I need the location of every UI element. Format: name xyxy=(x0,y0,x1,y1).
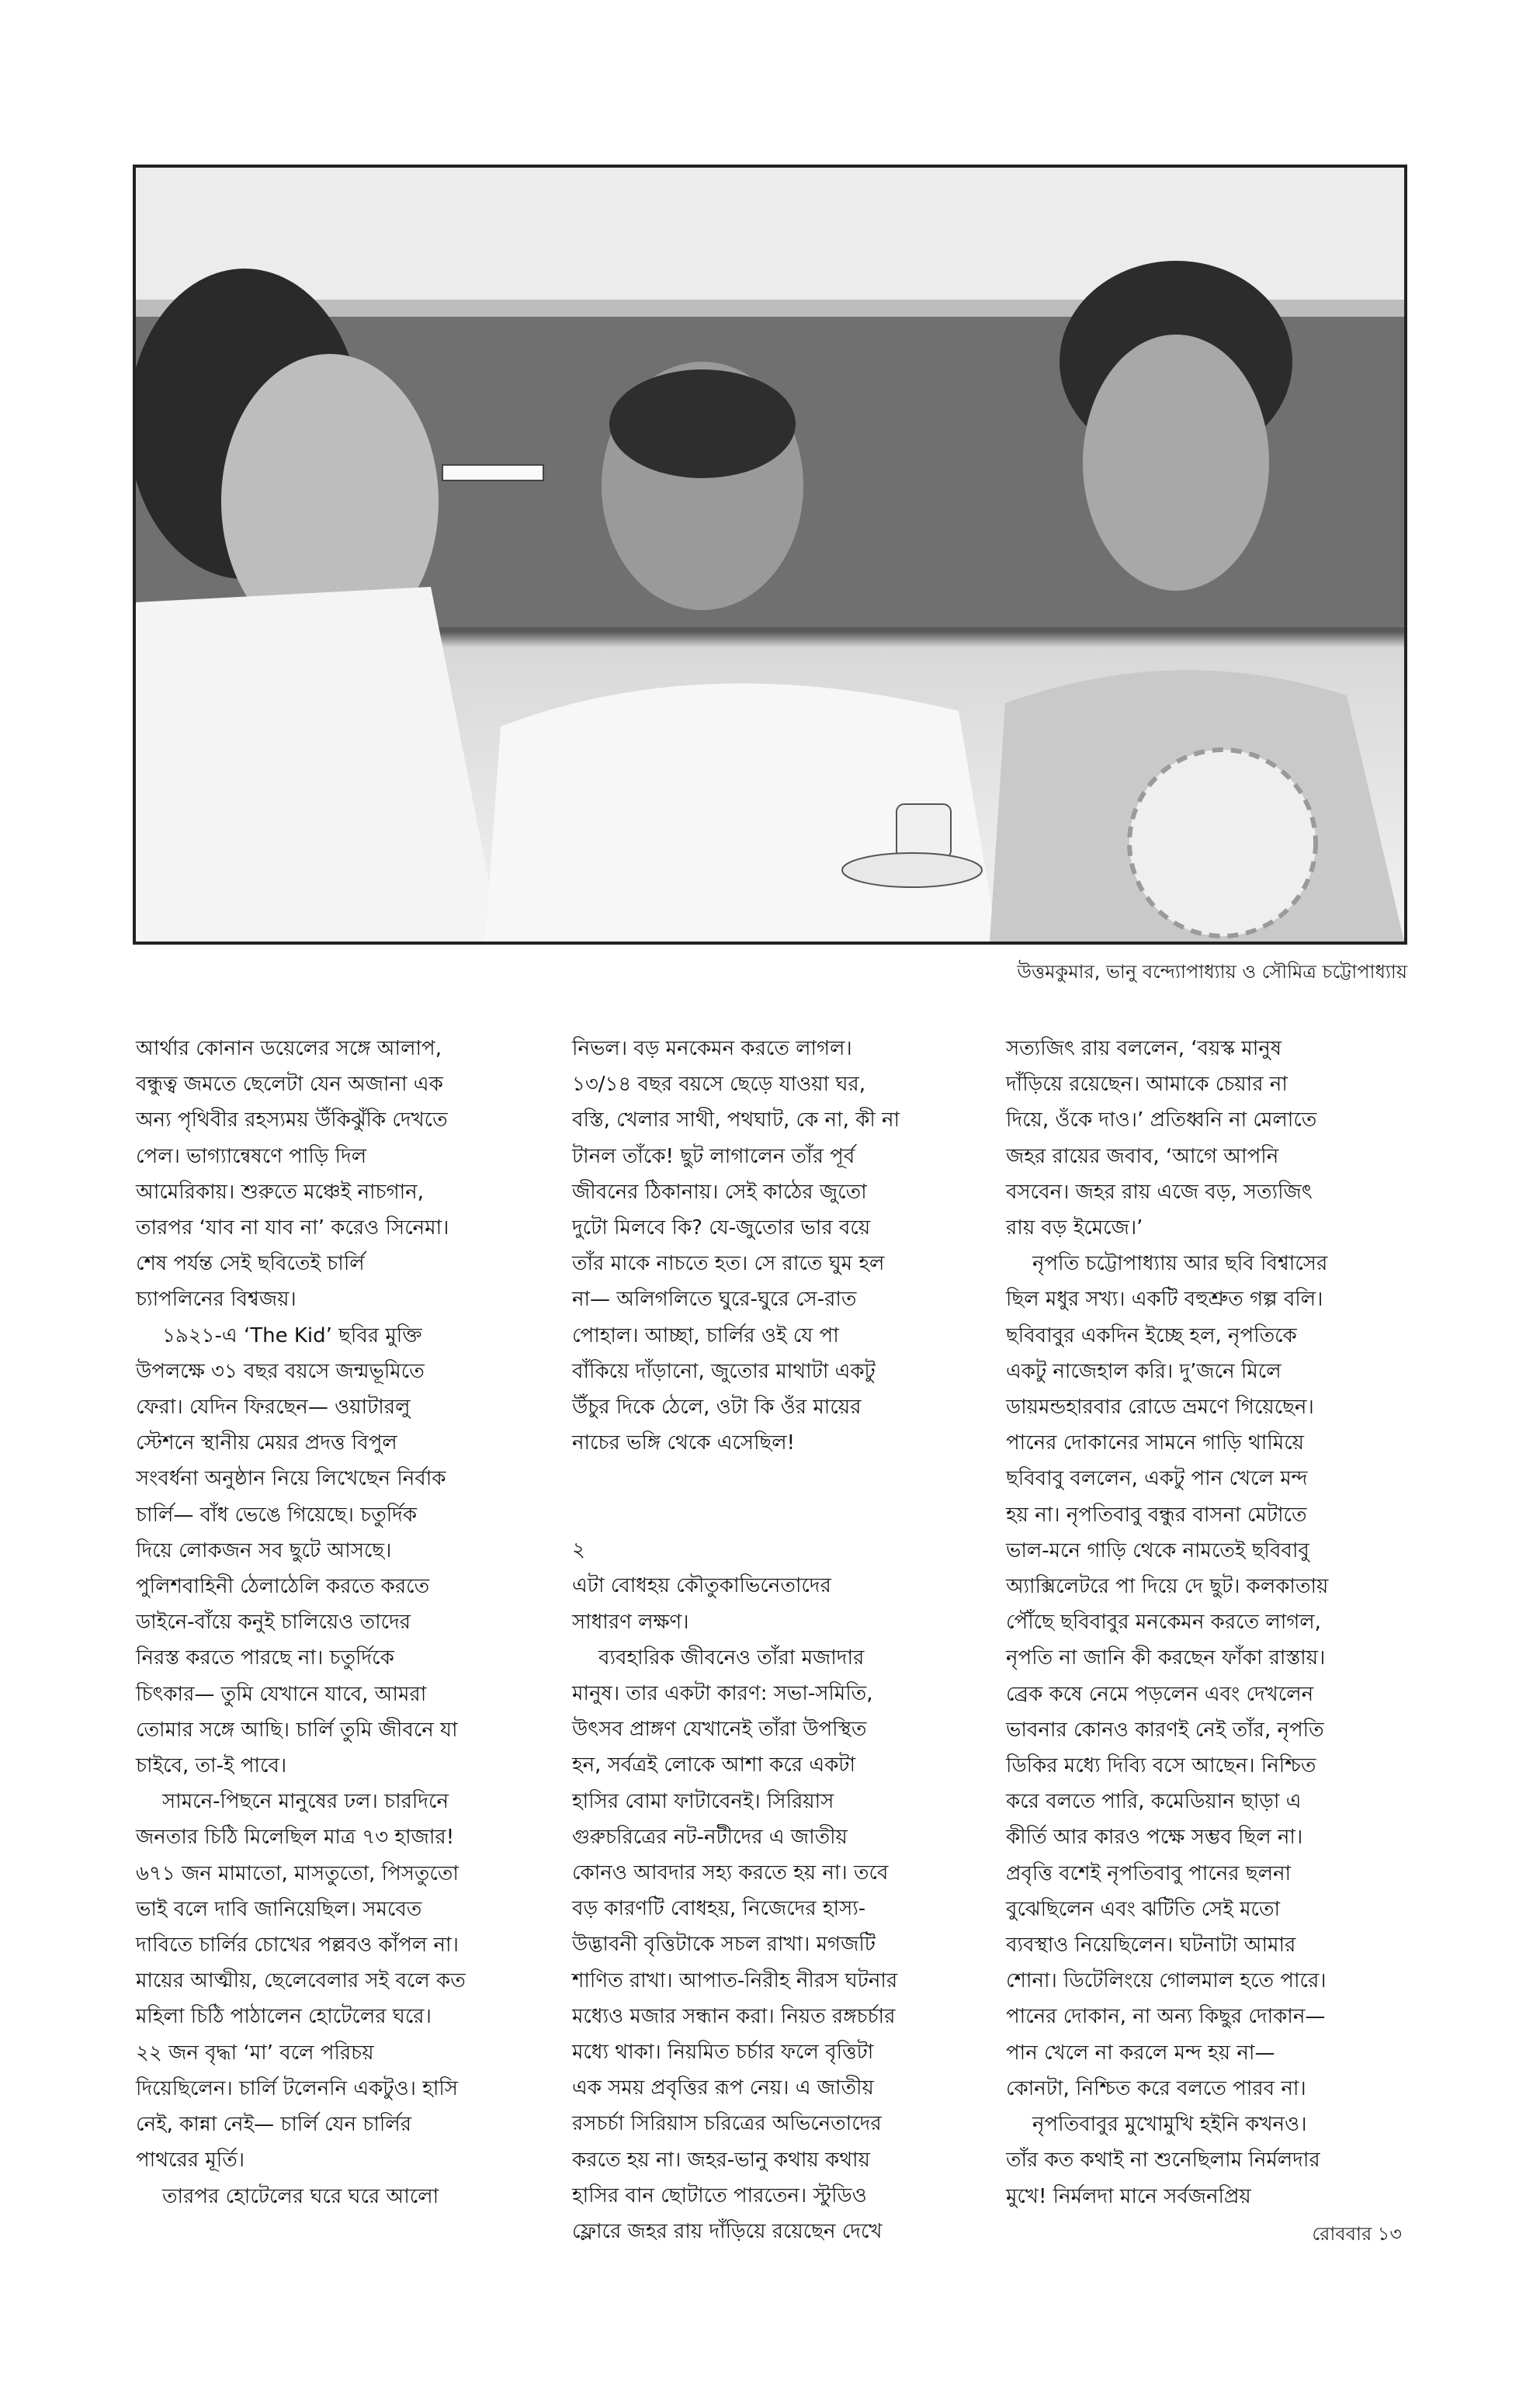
text-line: উঁচুর দিকে ঠেলে, ওটা কি ওঁর মায়ের xyxy=(572,1396,862,1420)
text-line: সত্যজিৎ রায় বললেন, ‘বয়স্ক মানুষ xyxy=(1006,1037,1282,1060)
text-line: দিয়ে, ওঁকে দাও।’ প্রতিধ্বনি না মেলাতে xyxy=(1006,1108,1317,1132)
text-line: ৬৭১ জন মামাতো, মাসতুতো, পিসতুতো xyxy=(136,1861,459,1885)
text-line: হন, সর্বত্রই লোকে আশা করে একটা xyxy=(572,1753,856,1777)
photo-illustration xyxy=(136,168,1404,942)
text-line: কীর্তি আর কারও পক্ষে সম্ভব ছিল না। xyxy=(1006,1826,1303,1850)
text-line: পাথরের মূর্তি। xyxy=(136,2148,245,2173)
text-line: পোহাল। আচ্ছা, চার্লির ওই যে পা xyxy=(572,1323,839,1347)
text-line: উপলক্ষে ৩১ বছর বয়সে জন্মভূমিতে xyxy=(136,1359,425,1383)
text-line: দিয়েছিলেন। চার্লি টলেননি একটুও। হাসি xyxy=(136,2076,458,2100)
text-line: দাবিতে চার্লির চোখের পল্লবও কাঁপল না। xyxy=(136,1933,459,1958)
text-line: ভাবনার কোনও কারণই নেই তাঁর, নৃপতি xyxy=(1006,1718,1324,1742)
article-column-1 xyxy=(136,1031,543,2214)
text-line: দুটো মিলবে কি? যে-জুতোর ভার বয়ে xyxy=(572,1216,871,1240)
text-line: ১৩/১৪ বছর বয়সে ছেড়ে যাওয়া ঘর, xyxy=(572,1073,865,1097)
text-line: শোনা। ডিটেলিংয়ে গোলমাল হতে পারে। xyxy=(1006,1969,1327,1993)
text-line: ব্যবস্থাও নিয়েছিলেন। ঘটনাটা আমার xyxy=(1006,1933,1296,1958)
text-line: বড় কারণটি বোধহয়, নিজেদের হাস্য- xyxy=(572,1897,866,1921)
text-line: প্রবৃত্তি বশেই নৃপতিবাবু পানের ছলনা xyxy=(1006,1861,1292,1885)
text-line: নৃপতিবাবুর মুখোমুখি হইনি কখনও। xyxy=(1032,2113,1307,2137)
text-line: চ্যাপলিনের বিশ্বজয়। xyxy=(136,1288,297,1312)
text-line: হাসির বান ছোটাতে পারতেন। স্টুডিও xyxy=(572,2183,867,2207)
text-line: জনতার চিঠি মিলেছিল মাত্র ৭৩ হাজার! xyxy=(136,1826,455,1850)
text-line: বুঝেছিলেন এবং ঝটিতি সেই মতো xyxy=(1006,1897,1281,1921)
column-2-text-before-section xyxy=(572,1031,968,1461)
text-line: রসচর্চা সিরিয়াস চরিত্রের অভিনেতাদের xyxy=(572,2112,882,2136)
text-line: জহর রায়ের জবাব, ‘আগে আপনি xyxy=(1006,1144,1279,1168)
article-column-2 xyxy=(572,1031,968,2249)
text-line: হয় না। নৃপতিবাবু বন্ধুর বাসনা মেটাতে xyxy=(1006,1503,1307,1527)
text-line: উৎসব প্রাঙ্গণ যেখানেই তাঁরা উপস্থিত xyxy=(572,1718,867,1742)
text-line: শাণিত রাখা। আপাত-নিরীহ নীরস ঘটনার xyxy=(572,1968,898,1992)
text-line: ছবিবাবু বললেন, একটু পান খেলে মন্দ xyxy=(1006,1467,1308,1491)
section-number: ২ xyxy=(572,1538,585,1562)
text-line: বসবেন। জহর রায় এজে বড়, সত্যজিৎ xyxy=(1006,1180,1313,1204)
text-line: নাচের ভঙ্গি থেকে এসেছিল! xyxy=(572,1431,796,1455)
text-line: মহিলা চিঠি পাঠালেন হোটেলের ঘরে। xyxy=(136,2005,432,2029)
text-line: নৃপতি চট্টোপাধ্যায় আর ছবি বিশ্বাসের xyxy=(1032,1252,1328,1276)
text-line: রায় বড় ইমেজে।’ xyxy=(1006,1216,1143,1240)
text-line: মধ্যেও মজার সন্ধান করা। নিয়ত রঙ্গচর্চার xyxy=(572,2004,896,2028)
text-line: নিরস্ত করতে পারছে না। চতুর্দিকে xyxy=(136,1646,394,1670)
text-line: উদ্ভাবনী বৃত্তিটাকে সচল রাখা। মগজটি xyxy=(572,1933,876,1957)
text-line: হাসির বোমা ফাটাবেনই। সিরিয়াস xyxy=(572,1789,834,1813)
text-line: তাঁর কত কথাই না শুনেছিলাম নির্মলদার xyxy=(1006,2148,1320,2173)
column-2-text-after-section xyxy=(572,1568,968,2249)
text-line: টানল তাঁকে! ছুট লাগালেন তাঁর পূর্ব xyxy=(572,1144,855,1168)
text-line: চাইবে, তা-ই পাবে। xyxy=(136,1754,287,1778)
text-line: ভাল-মনে গাড়ি থেকে নামতেই ছবিবাবু xyxy=(1006,1538,1309,1562)
section-spacer xyxy=(572,1461,968,1532)
text-line: তারপর ‘যাব না যাব না’ করেও সিনেমা। xyxy=(136,1216,449,1240)
text-line: করে বলতে পারি, কমেডিয়ান ছাড়া এ xyxy=(1006,1790,1302,1814)
text-line: পান খেলে না করলে মন্দ হয় না— xyxy=(1006,2041,1275,2065)
text-line: জীবনের ঠিকানায়। সেই কাঠের জুতো xyxy=(572,1180,867,1204)
text-line: ব্যবহারিক জীবনেও তাঁরা মজাদার xyxy=(598,1646,865,1670)
text-line: ১৯২১-এ ‘The Kid’ ছবির মুক্তি xyxy=(162,1323,422,1347)
text-line: সাধারণ লক্ষণ। xyxy=(572,1610,689,1634)
text-line: ছবিবাবুর একদিন ইচ্ছে হল, নৃপতিকে xyxy=(1006,1323,1297,1347)
text-line: পৌঁছে ছবিবাবুর মনকেমন করতে লাগল, xyxy=(1006,1611,1321,1635)
text-line: আর্থার কোনান ডয়েলের সঙ্গে আলাপ, xyxy=(136,1037,442,1060)
text-line: মানুষ। তার একটা কারণ: সভা-সমিতি, xyxy=(572,1682,873,1706)
text-line: কোনও আবদার সহ্য করতে হয় না। তবে xyxy=(572,1861,889,1885)
text-line: না— অলিগলিতে ঘুরে-ঘুরে সে-রাত xyxy=(572,1288,857,1312)
text-line: নেই, কান্না নেই— চার্লি যেন চার্লির xyxy=(136,2113,411,2137)
text-line: শেষ পর্যন্ত সেই ছবিতেই চার্লি xyxy=(136,1252,365,1276)
text-line: সংবর্ধনা অনুষ্ঠান নিয়ে লিখেছেন নির্বাক xyxy=(136,1467,446,1491)
article-photo xyxy=(133,165,1407,945)
text-line: পানের দোকান, না অন্য কিছুর দোকান— xyxy=(1006,2005,1326,2029)
text-line: পানের দোকানের সামনে গাড়ি থামিয়ে xyxy=(1006,1431,1304,1455)
article-column-3 xyxy=(1006,1031,1410,2214)
text-line: মায়ের আত্মীয়, ছেলেবেলার সই বলে কত xyxy=(136,1969,466,1993)
text-line: পেল। ভাগ্যান্বেষণে পাড়ি দিল xyxy=(136,1144,367,1168)
text-line: মুখে! নির্মলদা মানে সর্বজনপ্রিয় xyxy=(1006,2184,1251,2208)
text-line: চিৎকার— তুমি যেখানে যাবে, আমরা xyxy=(136,1682,427,1706)
text-line: নৃপতি না জানি কী করছেন ফাঁকা রাস্তায়। xyxy=(1006,1646,1326,1670)
text-line: করতে হয় না। জহর-ভানু কথায় কথায় xyxy=(572,2148,870,2172)
text-line: অন্য পৃথিবীর রহস্যময় উঁকিঝুঁকি দেখতে xyxy=(136,1108,448,1132)
text-line: বস্তি, খেলার সাথী, পথঘাট, কে না, কী না xyxy=(572,1108,900,1132)
text-line: একটু নাজেহাল করি। দু’জনে মিলে xyxy=(1006,1359,1282,1383)
text-line: নিভল। বড় মনকেমন করতে লাগল। xyxy=(572,1037,852,1060)
text-line: সামনে-পিছনে মানুষের ঢল। চারদিনে xyxy=(162,1790,449,1814)
text-line: পুলিশবাহিনী ঠেলাঠেলি করতে করতে xyxy=(136,1575,430,1599)
page-footer: রোববার ১৩ xyxy=(1312,2223,1402,2245)
text-line: কোনটা, নিশ্চিত করে বলতে পারব না। xyxy=(1006,2076,1306,2100)
text-line: তোমার সঙ্গে আছি। চার্লি তুমি জীবনে যা xyxy=(136,1718,458,1742)
text-line: চার্লি— বাঁধ ভেঙে গিয়েছে। চতুর্দিক xyxy=(136,1503,418,1527)
text-line: বাঁকিয়ে দাঁড়ানো, জুতোর মাথাটা একটু xyxy=(572,1359,876,1383)
text-line: তাঁর মাকে নাচতে হত। সে রাতে ঘুম হল xyxy=(572,1252,885,1276)
text-line: ডায়মন্ডহারবার রোডে ভ্রমণে গিয়েছেন। xyxy=(1006,1396,1314,1420)
text-line: ডিকির মধ্যে দিব্যি বসে আছেন। নিশ্চিত xyxy=(1006,1754,1316,1778)
text-line: ফেরা। যেদিন ফিরছেন— ওয়াটারলু xyxy=(136,1396,411,1420)
text-line: মধ্যে থাকা। নিয়মিত চর্চার ফলে বৃত্তিটা xyxy=(572,2041,874,2065)
text-line: ডাইনে-বাঁয়ে কনুই চালিয়েও তাদের xyxy=(136,1611,411,1635)
text-line: স্টেশনে স্থানীয় মেয়র প্রদত্ত বিপুল xyxy=(136,1431,397,1455)
text-line: ব্রেক কষে নেমে পড়লেন এবং দেখলেন xyxy=(1006,1682,1314,1706)
text-line: তারপর হোটেলের ঘরে ঘরে আলো xyxy=(162,2184,439,2208)
text-line: অ্যাক্সিলেটরে পা দিয়ে দে ছুট। কলকাতায় xyxy=(1006,1575,1329,1599)
text-line: এটা বোধহয় কৌতুকাভিনেতাদের xyxy=(572,1574,831,1598)
text-line: ফ্লোরে জহর রায় দাঁড়িয়ে রয়েছেন দেখে xyxy=(572,2220,883,2244)
text-line: ছিল মধুর সখ্য। একটি বহুশ্রুত গল্প বলি। xyxy=(1006,1288,1323,1312)
photo-caption: উত্তমকুমার, ভানু বন্দ্যোপাধ্যায় ও সৌমিত্র চট্টোপাধ্যায় xyxy=(1017,961,1407,983)
text-line: দাঁড়িয়ে রয়েছেন। আমাকে চেয়ার না xyxy=(1006,1073,1288,1097)
text-line: ভাই বলে দাবি জানিয়েছিল। সমবেত xyxy=(136,1897,422,1921)
text-line: বন্ধুত্ব জমতে ছেলেটা যেন অজানা এক xyxy=(136,1073,443,1097)
text-line: গুরুচরিত্রের নট-নটীদের এ জাতীয় xyxy=(572,1825,848,1849)
text-line: এক সময় প্রবৃত্তির রূপ নেয়। এ জাতীয় xyxy=(572,2076,874,2100)
text-line: দিয়ে লোকজন সব ছুটে আসছে। xyxy=(136,1538,392,1562)
text-line: আমেরিকায়। শুরুতে মঞ্চেই নাচগান, xyxy=(136,1180,424,1204)
text-line: ২২ জন বৃদ্ধা ‘মা’ বলে পরিচয় xyxy=(136,2041,374,2065)
